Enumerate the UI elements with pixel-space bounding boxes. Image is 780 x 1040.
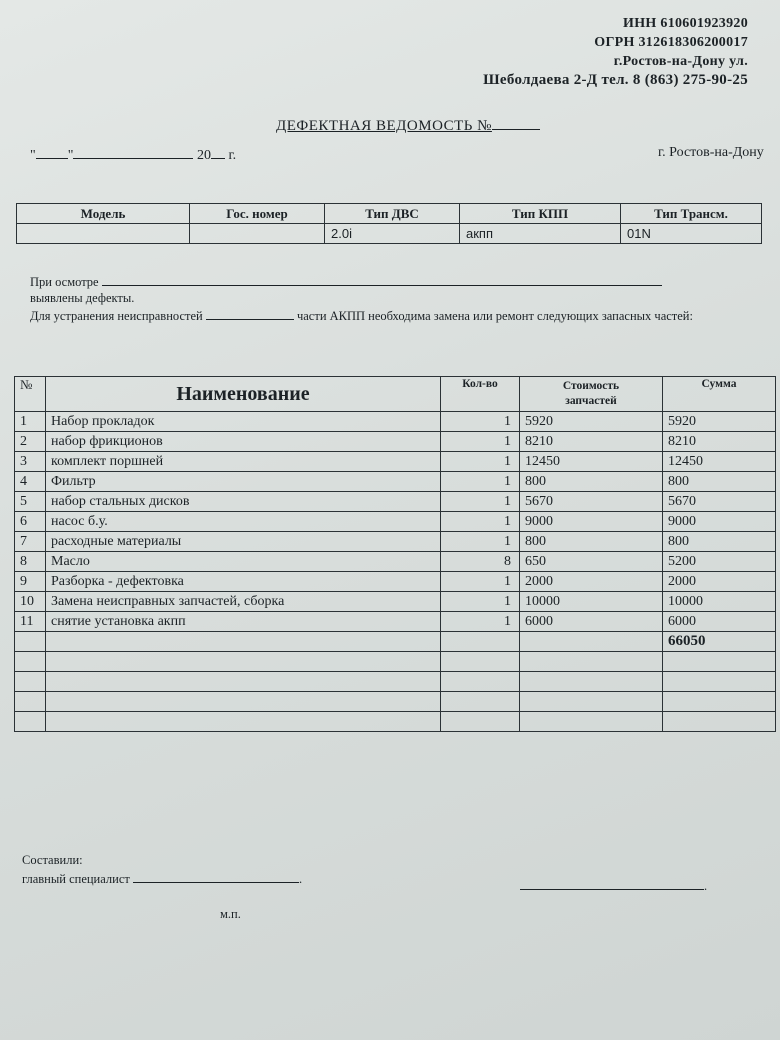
cell-name: комплект поршней	[46, 452, 441, 472]
cell-price: 5920	[520, 412, 663, 432]
cell-num: 5	[15, 492, 46, 512]
table-row	[15, 572, 776, 592]
header-qty: Кол-во	[441, 377, 520, 412]
empty-cell	[520, 652, 663, 672]
cell-name: Замена неисправных запчастей, сборка	[46, 592, 441, 612]
cell-qty: 1	[441, 492, 520, 512]
cell-name: Масло	[46, 552, 441, 572]
cell-name: снятие установка акпп	[46, 612, 441, 632]
empty-cell	[46, 712, 441, 732]
cell-name: насос б.у.	[46, 512, 441, 532]
day-blank	[36, 145, 68, 159]
empty-cell	[663, 712, 776, 732]
cell-num: 4	[15, 472, 46, 492]
cell-sum: 10000	[663, 592, 776, 612]
table-row	[15, 552, 776, 572]
cell-price: 650	[520, 552, 663, 572]
date-line: " " 20 г.	[30, 145, 236, 164]
table-row	[15, 452, 776, 472]
cell-name: Фильтр	[46, 472, 441, 492]
empty-row	[15, 712, 776, 732]
specialist-label: главный специалист	[22, 872, 130, 886]
empty-cell	[15, 712, 46, 732]
empty-cell	[15, 632, 46, 652]
header-model: Модель	[17, 204, 190, 224]
table-row	[15, 472, 776, 492]
empty-row	[15, 652, 776, 672]
cell-sum: 8210	[663, 432, 776, 452]
cell-num: 6	[15, 512, 46, 532]
cell-name: расходные материалы	[46, 532, 441, 552]
table-row	[15, 432, 776, 452]
cell-num: 2	[15, 432, 46, 452]
table-row	[15, 592, 776, 612]
empty-cell	[46, 652, 441, 672]
cell-num: 8	[15, 552, 46, 572]
specialist-signature-line	[133, 869, 299, 883]
document-city: г. Ростов-на-Дону	[658, 145, 764, 160]
cell-name: Набор прокладок	[46, 412, 441, 432]
cell-sum: 5670	[663, 492, 776, 512]
header-gearbox: Тип КПП	[460, 204, 621, 224]
table-row	[15, 492, 776, 512]
header-name: Наименование	[46, 377, 441, 412]
cell-name: Разборка - дефектовка	[46, 572, 441, 592]
cell-name: набор фрикционов	[46, 432, 441, 452]
second-signature: .	[520, 876, 707, 894]
cell-transmission: 01N	[621, 224, 762, 244]
empty-cell	[441, 652, 520, 672]
cell-qty: 1	[441, 432, 520, 452]
empty-cell	[46, 632, 441, 652]
empty-row	[15, 692, 776, 712]
cell-price: 9000	[520, 512, 663, 532]
inspection-line1: При осмотре	[30, 275, 99, 289]
empty-cell	[520, 632, 663, 652]
compiled-label: Составили:	[22, 853, 83, 867]
header-plate: Гос. номер	[190, 204, 325, 224]
second-signature-line	[520, 876, 704, 890]
cell-num: 1	[15, 412, 46, 432]
table-row	[15, 412, 776, 432]
cell-num: 11	[15, 612, 46, 632]
cell-qty: 1	[441, 452, 520, 472]
header-engine: Тип ДВС	[325, 204, 460, 224]
empty-cell	[441, 632, 520, 652]
document-title	[276, 117, 540, 135]
cell-qty: 8	[441, 552, 520, 572]
cell-qty: 1	[441, 572, 520, 592]
cell-name: набор стальных дисков	[46, 492, 441, 512]
header-num: №	[15, 377, 46, 412]
company-inn: ИНН 610601923920	[623, 16, 748, 31]
document-number-blank	[492, 117, 540, 130]
inspection-line2: выявлены дефекты.	[30, 291, 135, 305]
table-row	[15, 612, 776, 632]
cell-sum: 2000	[663, 572, 776, 592]
empty-cell	[441, 672, 520, 692]
date-suffix: г.	[228, 148, 237, 163]
empty-cell	[520, 712, 663, 732]
empty-cell	[46, 672, 441, 692]
document-title-text: ДЕФЕКТНАЯ ВЕДОМОСТЬ №	[276, 118, 492, 134]
cell-sum: 12450	[663, 452, 776, 472]
cell-sum: 800	[663, 472, 776, 492]
parts-table-body	[15, 412, 776, 732]
cell-plate	[190, 224, 325, 244]
fault-blank	[206, 306, 294, 320]
cell-qty: 1	[441, 512, 520, 532]
parts-table-header	[15, 377, 776, 412]
cell-qty: 1	[441, 412, 520, 432]
table-row	[15, 512, 776, 532]
cell-price: 2000	[520, 572, 663, 592]
empty-cell	[46, 692, 441, 712]
header-transmission: Тип Трансм.	[621, 204, 762, 224]
cell-price: 5670	[520, 492, 663, 512]
cell-sum: 5200	[663, 552, 776, 572]
inspection-blank	[102, 272, 662, 286]
cell-sum: 5920	[663, 412, 776, 432]
empty-cell	[520, 672, 663, 692]
cell-price: 10000	[520, 592, 663, 612]
cell-model	[17, 224, 190, 244]
cell-price: 800	[520, 472, 663, 492]
company-city: г.Ростов-на-Дону ул.	[613, 54, 748, 69]
inspection-line3-suffix: части АКПП необходима замена или ремонт следующих запасных частей:	[296, 309, 693, 323]
cell-sum: 800	[663, 532, 776, 552]
company-details	[483, 14, 748, 90]
empty-cell	[663, 692, 776, 712]
header-price	[520, 377, 663, 412]
empty-cell	[15, 672, 46, 692]
cell-num: 3	[15, 452, 46, 472]
table-row	[15, 532, 776, 552]
cell-qty: 1	[441, 532, 520, 552]
empty-cell	[15, 692, 46, 712]
cell-gearbox: акпп	[460, 224, 621, 244]
cell-engine: 2.0i	[325, 224, 460, 244]
cell-price: 12450	[520, 452, 663, 472]
header-price-line1: Стоимость	[562, 380, 620, 392]
vehicle-table	[16, 203, 762, 244]
total-row	[15, 632, 776, 652]
cell-price: 800	[520, 532, 663, 552]
header-price-line2: запчастей	[565, 395, 617, 407]
empty-cell	[441, 692, 520, 712]
company-address: Шеболдаева 2-Д тел. 8 (863) 275-90-25	[483, 72, 748, 88]
cell-num: 10	[15, 592, 46, 612]
cell-price: 8210	[520, 432, 663, 452]
cell-qty: 1	[441, 592, 520, 612]
cell-sum: 6000	[663, 612, 776, 632]
total-sum: 66050	[663, 632, 776, 652]
inspection-line3-prefix: Для устранения неисправностей	[30, 309, 203, 323]
parts-table	[14, 376, 776, 732]
cell-qty: 1	[441, 612, 520, 632]
empty-cell	[663, 672, 776, 692]
date-year: 20	[196, 148, 211, 163]
empty-row	[15, 672, 776, 692]
vehicle-table-row	[17, 224, 762, 244]
inspection-text	[30, 272, 770, 324]
empty-cell	[663, 652, 776, 672]
cell-num: 9	[15, 572, 46, 592]
cell-sum: 9000	[663, 512, 776, 532]
empty-cell	[441, 712, 520, 732]
year-blank	[211, 145, 225, 159]
stamp-label: м.п.	[220, 907, 241, 921]
empty-cell	[15, 652, 46, 672]
vehicle-table-header	[17, 204, 762, 224]
cell-price: 6000	[520, 612, 663, 632]
cell-num: 7	[15, 532, 46, 552]
signers-block: Составили: главный специалист .	[22, 853, 303, 886]
company-ogrn: ОГРН 312618306200017	[594, 35, 748, 50]
empty-cell	[520, 692, 663, 712]
cell-qty: 1	[441, 472, 520, 492]
header-sum: Сумма	[663, 377, 776, 412]
month-blank	[73, 145, 193, 159]
